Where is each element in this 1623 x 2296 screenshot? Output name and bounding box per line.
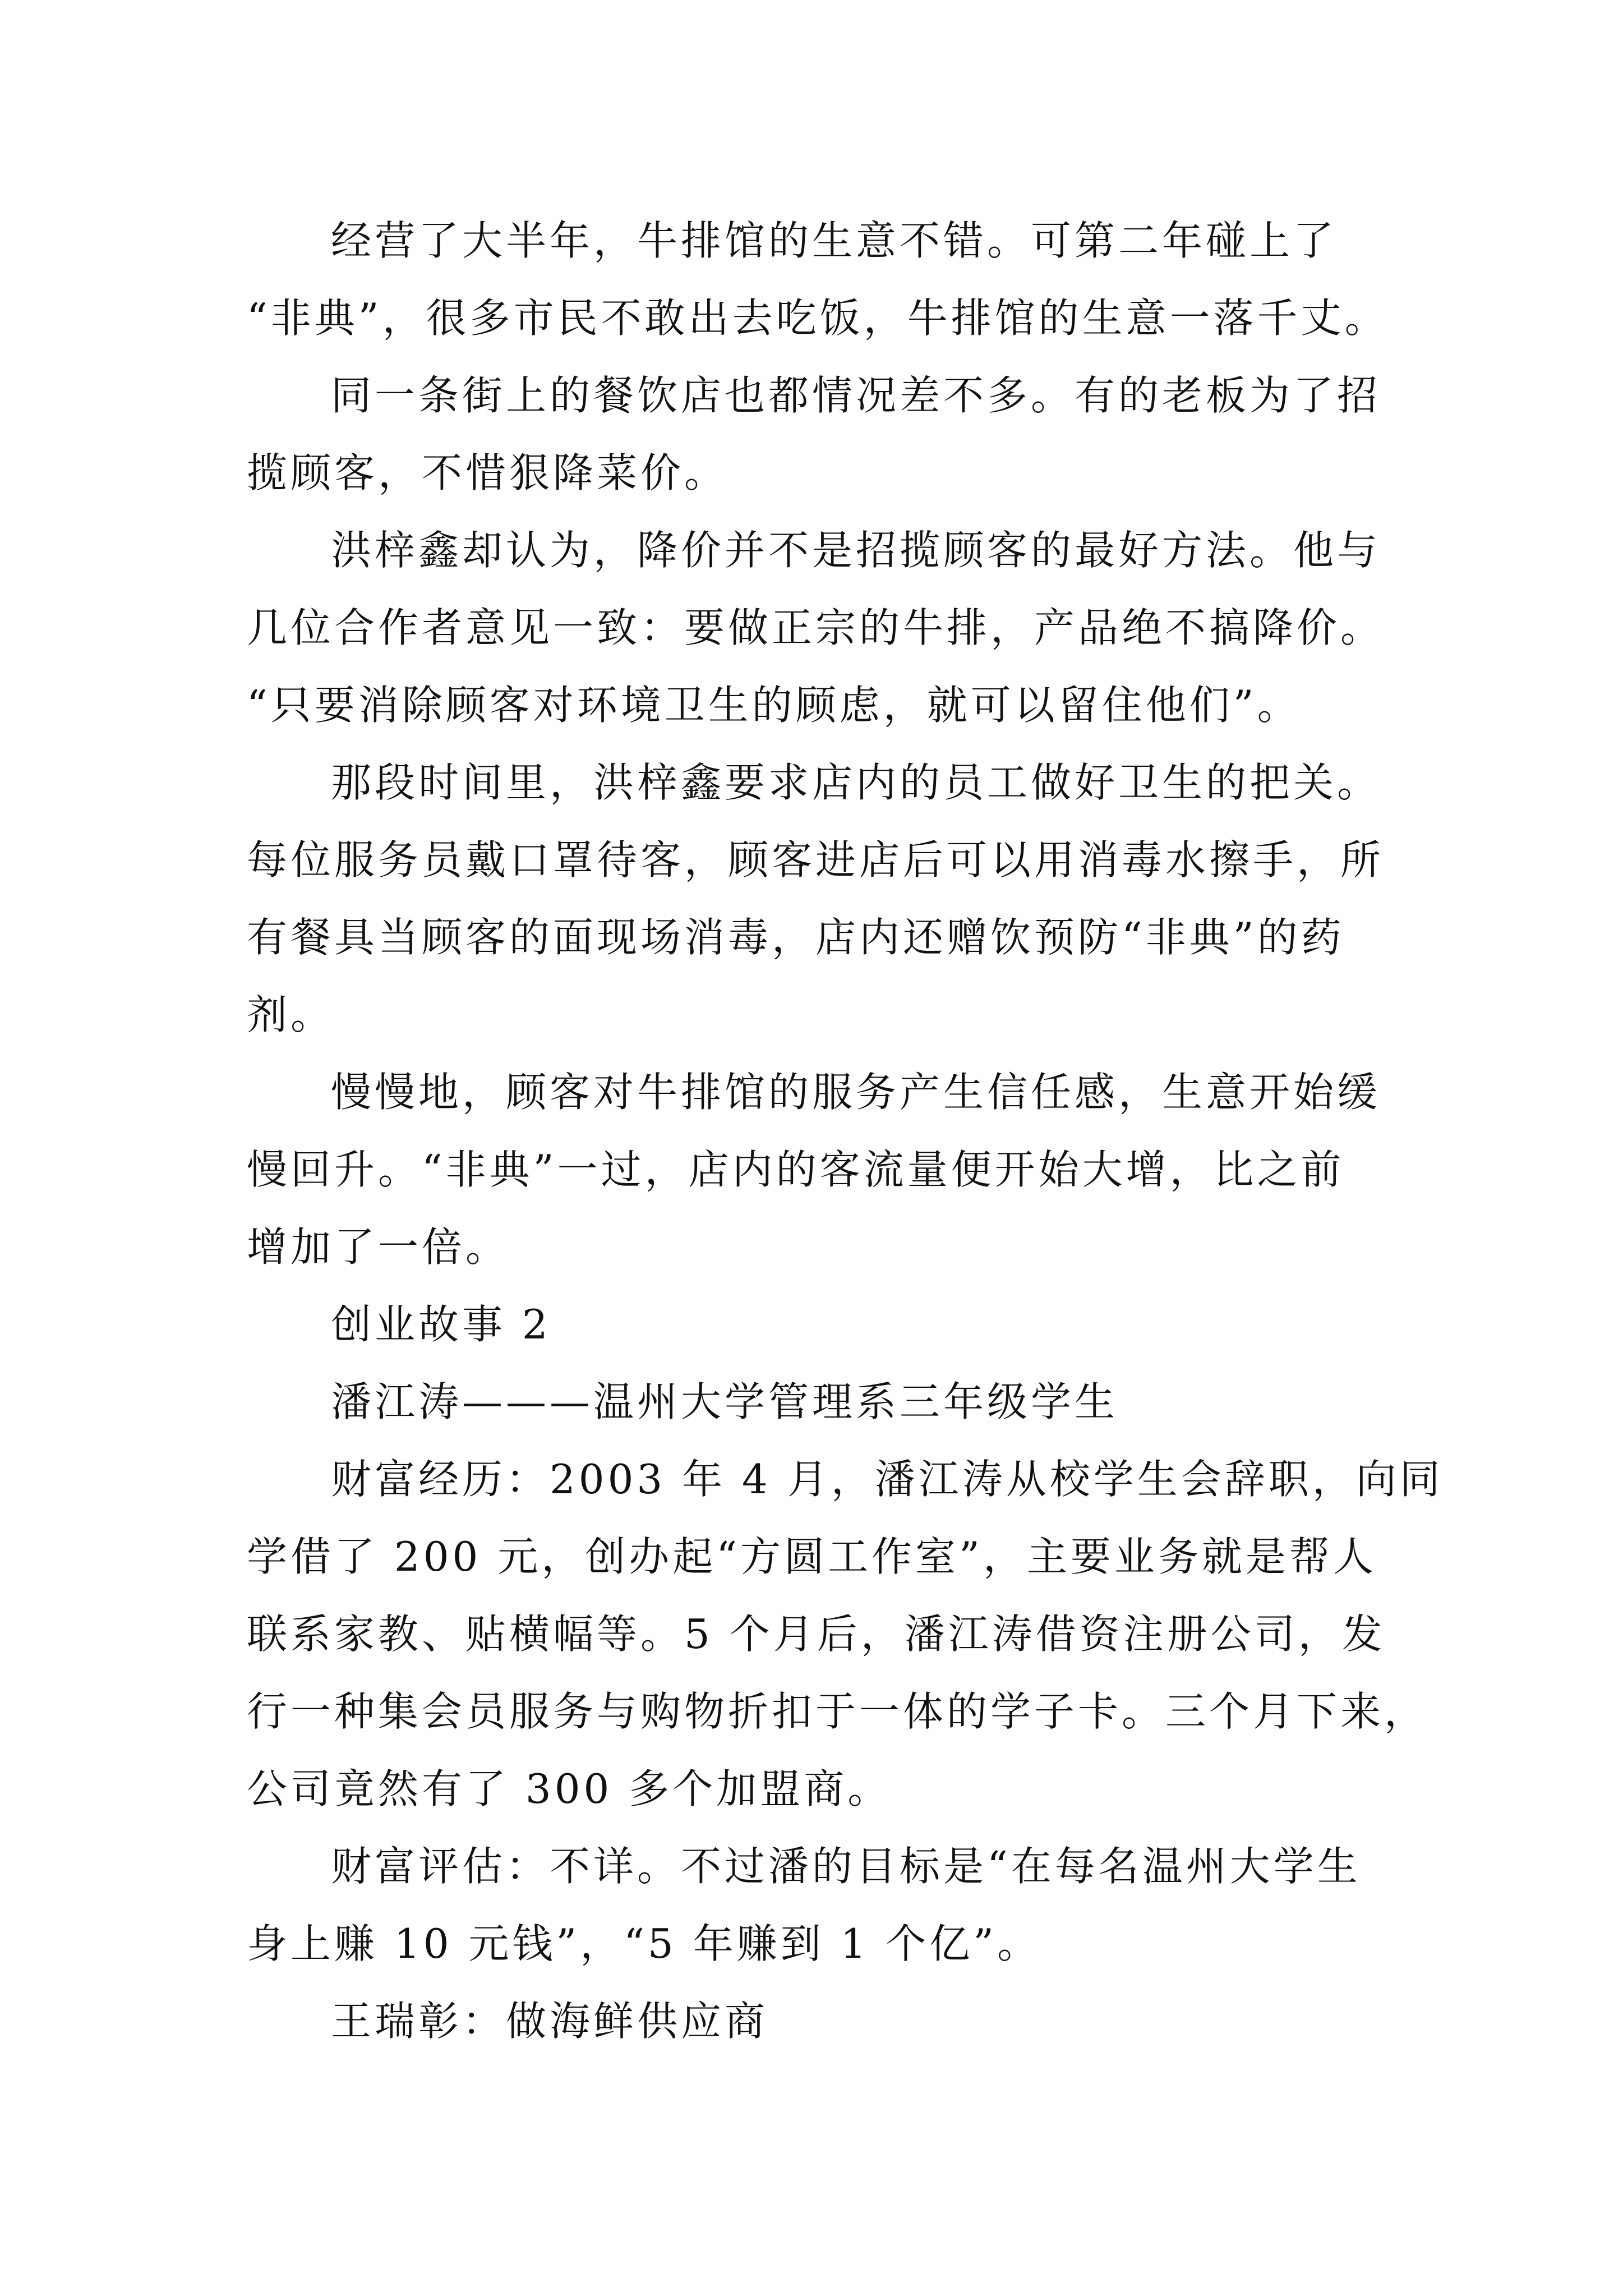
subtitle-text: 王瑞彰：做海鲜供应商 — [331, 1998, 769, 2045]
subtitle-text: 潘江涛———温州大学管理系三年级学生 — [331, 1378, 1119, 1425]
text-line: 学借了 200 元，创办起“方圆工作室”，主要业务就是帮人 — [247, 1533, 1377, 1580]
text-line: 财富评估：不详。不过潘的目标是“在每名温州大学生 — [331, 1843, 1361, 1890]
text-line: 揽顾客，不惜狠降菜价。 — [247, 449, 728, 496]
text-line: 经营了大半年，牛排馆的生意不错。可第二年碰上了 — [331, 217, 1338, 264]
text-line: 身上赚 10 元钱”，“5 年赚到 1 个亿”。 — [247, 1920, 1041, 1967]
text-line: 联系家教、贴横幅等。5 个月后，潘江涛借资注册公司，发 — [247, 1611, 1386, 1658]
text-line: 财富经历：2003 年 4 月，潘江涛从校学生会辞职，向同 — [331, 1456, 1444, 1503]
paragraph-wealth-assessment — [247, 1828, 1413, 1982]
document-body — [247, 202, 1444, 2060]
heading-text: 创业故事 2 — [331, 1301, 551, 1348]
text-line: 洪梓鑫却认为，降价并不是招揽顾客的最好方法。他与 — [331, 527, 1381, 574]
text-line: 慢回升。“非典”一过，店内的客流量便开始大增，比之前 — [247, 1146, 1345, 1193]
text-line: 几位合作者意见一致：要做正宗的牛排，产品绝不搞降价。 — [247, 604, 1385, 651]
subtitle-pan-jiangtao — [247, 1363, 1413, 1441]
paragraph-2 — [247, 357, 1413, 512]
text-line: “非典”，很多市民不敢出去吃饭，牛排馆的生意一落千丈。 — [247, 295, 1389, 342]
text-line: “只要消除顾客对环境卫生的顾虑，就可以留住他们”。 — [247, 682, 1301, 729]
text-line: 那段时间里，洪梓鑫要求店内的员工做好卫生的把关。 — [331, 759, 1381, 806]
text-line: 同一条街上的餐饮店也都情况差不多。有的老板为了招 — [331, 372, 1381, 419]
text-line: 有餐具当顾客的面现场消毒，店内还赠饮预防“非典”的药 — [247, 914, 1345, 961]
text-line: 行一种集会员服务与购物折扣于一体的学子卡。三个月下来， — [247, 1688, 1428, 1735]
text-line: 增加了一倍。 — [247, 1223, 510, 1271]
text-line: 每位服务员戴口罩待客，顾客进店后可以用消毒水擦手，所 — [247, 836, 1385, 884]
paragraph-5 — [247, 1053, 1413, 1286]
text-line: 慢慢地，顾客对牛排馆的服务产生信任感，生意开始缓 — [331, 1069, 1381, 1116]
text-line: 公司竟然有了 300 多个加盟商。 — [247, 1765, 892, 1812]
text-line: 剂。 — [247, 991, 335, 1038]
paragraph-1 — [247, 202, 1413, 357]
paragraph-4 — [247, 744, 1413, 1053]
section-heading-story-2 — [247, 1286, 1413, 1363]
paragraph-wealth-history — [247, 1441, 1444, 1828]
paragraph-3 — [247, 512, 1413, 744]
subtitle-wang-ruizhang — [247, 1982, 1413, 2060]
